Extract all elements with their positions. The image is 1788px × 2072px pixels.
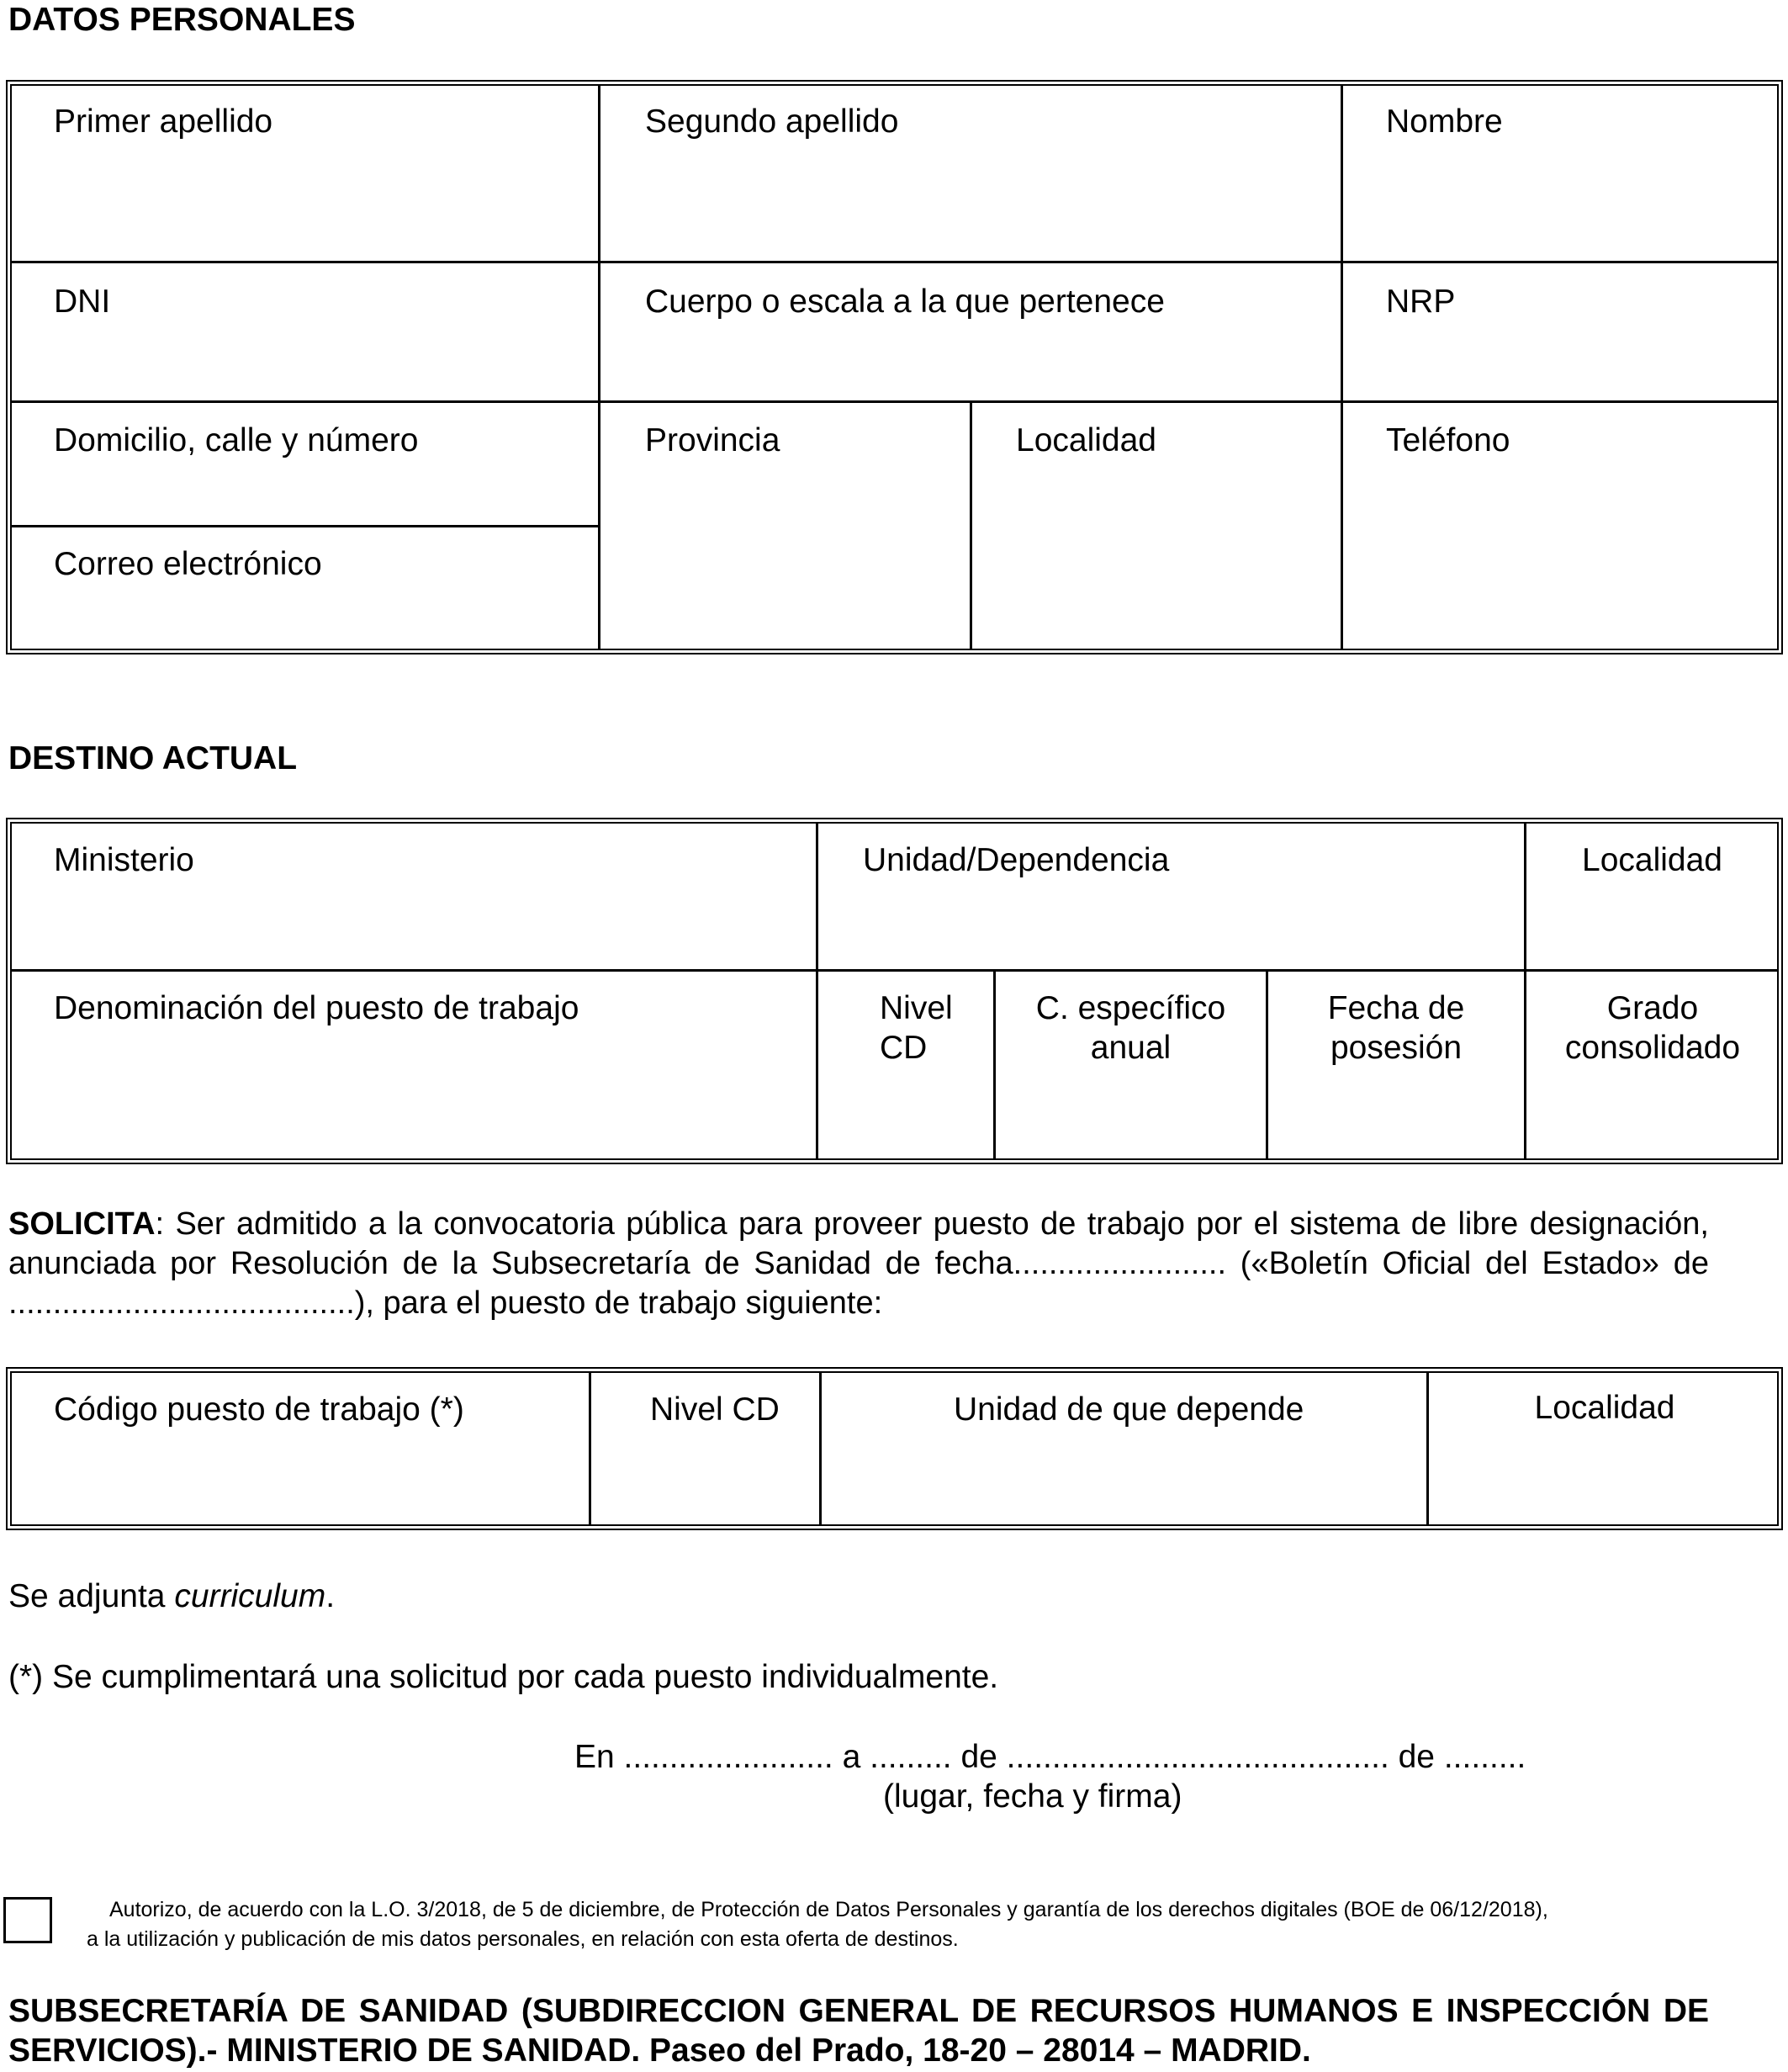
label-unidad-dependencia: Unidad/Dependencia [863,842,1170,878]
consent-text-line1: Autorizo, de acuerdo con la L.O. 3/2018, de 5 de diciembre, de Protección de Datos Personales y garantía de los derechos digitales (BOE de 06/12/2018), [109,1898,1548,1921]
label-c-especifico: C. específico anual [1035,990,1226,1066]
label-nivel-cd: Nivel CD [880,990,953,1066]
label-denominacion: Denominación del puesto de trabajo [54,990,579,1026]
label-correo: Correo electrónico [54,546,322,582]
signature-caption: (lugar, fecha y firma) [883,1778,1182,1815]
curriculum-note: Se adjunta curriculum. [8,1578,336,1614]
label-segundo-apellido: Segundo apellido [645,103,899,140]
label-primer-apellido: Primer apellido [54,103,273,140]
label-localidad-actual: Localidad [1582,842,1722,878]
label-dni: DNI [54,284,111,320]
label-unidad-depende: Unidad de que depende [954,1391,1304,1428]
signature-line: En ....................... a ......... de .......................................... de ......... [574,1739,1526,1775]
solicita-paragraph: SOLICITA: Ser admitido a la convocatoria pública para proveer puesto de trabajo por el sistema de libre designación, anunciada por Resolución de la Subsecretaría de Sanidad de fecha........................ («Boletín Oficial del Estado» de .......................................), para el puesto de trabajo siguiente: [8,1206,1709,1321]
label-telefono: Teléfono [1386,422,1510,458]
label-nrp: NRP [1386,284,1456,320]
footer-address: SUBSECRETARÍA DE SANIDAD (SUBDIRECCION GENERAL DE RECURSOS HUMANOS E INSPECCIÓN DE SERVICIOS).- MINISTERIO DE SANIDAD. Paseo del Prado, 18-20 – 28014 – MADRID. [8,1993,1709,2069]
individual-request-note: (*) Se cumplimentará una solicitud por cada puesto individualmente. [8,1659,999,1695]
label-provincia: Provincia [645,422,780,458]
label-nivel-cd-solicitado: Nivel CD [650,1391,780,1428]
consent-checkbox[interactable] [3,1897,52,1943]
consent-text-line2: a la utilización y publicación de mis datos personales, en relación con esta oferta de destinos. [87,1927,959,1951]
label-fecha-posesion: Fecha de posesión [1327,990,1465,1066]
label-cuerpo: Cuerpo o escala a la que pertenece [645,284,1165,320]
label-localidad: Localidad [1016,422,1156,458]
label-domicilio: Domicilio, calle y número [54,422,419,458]
label-codigo-puesto: Código puesto de trabajo (*) [54,1391,464,1428]
label-nombre: Nombre [1386,103,1503,140]
section-title-personal: DATOS PERSONALES [8,2,356,38]
label-grado-consolidado: Grado consolidado [1564,990,1741,1066]
section-title-current: DESTINO ACTUAL [8,740,298,776]
label-localidad-solicitada: Localidad [1534,1390,1675,1426]
label-ministerio: Ministerio [54,842,194,878]
